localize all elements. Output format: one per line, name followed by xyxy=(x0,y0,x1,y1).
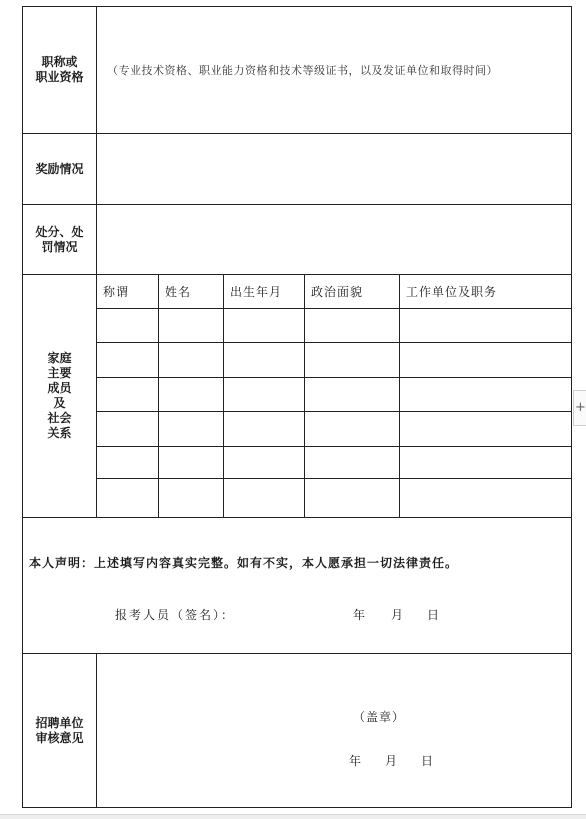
review-year: 年 xyxy=(349,754,362,768)
family-cell[interactable] xyxy=(97,479,159,518)
awards-label-text: 奖励情况 xyxy=(35,161,84,176)
family-cell[interactable] xyxy=(400,479,572,518)
family-header-relation: 称谓 xyxy=(97,275,159,309)
family-cell[interactable] xyxy=(400,447,572,479)
review-label-text: 招聘单位 审核意见 xyxy=(35,715,84,745)
declaration-section xyxy=(23,518,572,654)
family-cell[interactable] xyxy=(224,479,305,518)
family-cell[interactable] xyxy=(400,343,572,378)
qualification-label xyxy=(23,7,97,134)
family-row xyxy=(23,343,572,378)
family-cell[interactable] xyxy=(159,447,224,479)
family-cell[interactable] xyxy=(305,447,400,479)
family-cell[interactable] xyxy=(97,378,159,412)
family-header-employer: 工作单位及职务 xyxy=(400,275,572,309)
family-cell[interactable] xyxy=(159,412,224,447)
signer-label: 报考人员（签名）： xyxy=(115,608,236,622)
registration-form-table xyxy=(22,6,572,808)
page-bottom-edge xyxy=(0,814,586,819)
family-cell[interactable] xyxy=(224,447,305,479)
family-cell[interactable] xyxy=(305,412,400,447)
declaration-year: 年 xyxy=(353,608,366,622)
family-cell[interactable] xyxy=(159,479,224,518)
family-label xyxy=(23,275,97,518)
qualification-label-text: 职称或 职业资格 xyxy=(35,55,84,84)
qualification-hint: （专业技术资格、职业能力资格和技术等级证书，以及发证单位和取得时间） xyxy=(107,64,498,77)
family-cell[interactable] xyxy=(305,309,400,343)
declaration-statement: 本人声明：上述填写内容真实完整。如有不实，本人愿承担一切法律责任。 xyxy=(29,556,459,570)
family-cell[interactable] xyxy=(224,309,305,343)
review-day: 日 xyxy=(421,754,434,768)
family-cell[interactable] xyxy=(159,343,224,378)
family-cell[interactable] xyxy=(305,378,400,412)
family-header-name: 姓名 xyxy=(159,275,224,309)
family-cell[interactable] xyxy=(305,343,400,378)
awards-label xyxy=(23,134,97,205)
family-row xyxy=(23,447,572,479)
qualification-field[interactable] xyxy=(97,7,572,134)
family-cell[interactable] xyxy=(97,343,159,378)
review-field[interactable] xyxy=(97,654,572,808)
family-cell[interactable] xyxy=(159,378,224,412)
family-cell[interactable] xyxy=(159,309,224,343)
family-cell[interactable] xyxy=(400,412,572,447)
awards-field[interactable] xyxy=(97,134,572,205)
family-row xyxy=(23,309,572,343)
family-cell[interactable] xyxy=(97,309,159,343)
family-cell[interactable] xyxy=(400,309,572,343)
expand-tab-plus-icon[interactable]: + xyxy=(573,390,586,426)
declaration-month: 月 xyxy=(391,608,404,622)
seal-label: （盖章） xyxy=(353,710,406,724)
family-row xyxy=(23,412,572,447)
review-month: 月 xyxy=(385,754,398,768)
penalty-label xyxy=(23,205,97,275)
family-header-birth: 出生年月 xyxy=(224,275,305,309)
family-cell[interactable] xyxy=(97,447,159,479)
family-label-text: 家庭 主要 成员 及 社会 关系 xyxy=(47,351,72,440)
family-cell[interactable] xyxy=(224,378,305,412)
family-row xyxy=(23,479,572,518)
family-cell[interactable] xyxy=(97,412,159,447)
family-cell[interactable] xyxy=(305,479,400,518)
family-cell[interactable] xyxy=(224,343,305,378)
review-label xyxy=(23,654,97,808)
penalty-field[interactable] xyxy=(97,205,572,275)
family-header-political: 政治面貌 xyxy=(305,275,400,309)
penalty-label-text: 处分、处 罚情况 xyxy=(35,224,84,254)
family-cell[interactable] xyxy=(400,378,572,412)
family-row xyxy=(23,378,572,412)
declaration-day: 日 xyxy=(427,608,440,622)
family-cell[interactable] xyxy=(224,412,305,447)
